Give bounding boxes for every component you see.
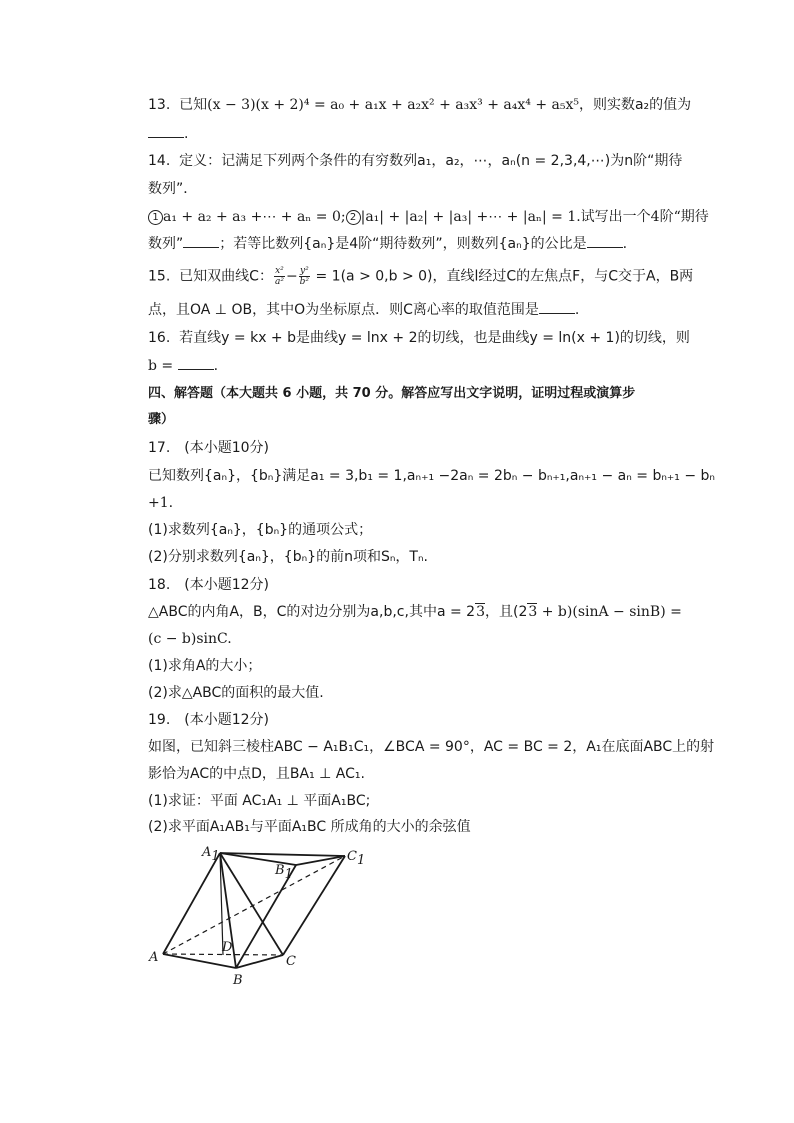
edge-A-B [163,954,236,968]
edge-A-A1 [163,853,220,954]
q18-line-2: (c − b)sinC. [148,631,232,647]
q14-line2: 数列”． [148,181,198,197]
q14-line1: 定义：记满足下列两个条件的有穷数列a₁，a₂，⋯，aₙ(n = 2,3,4,⋯)为n阶“期待 [179,153,683,169]
q17-line-1: 已知数列{aₙ}，{bₙ}满足a₁ = 3,b₁ = 1,aₙ₊₁ −2aₙ = 2bₙ − bₙ₊₁,aₙ₊₁ − aₙ = bₙ₊₁ − bₙ [148,468,716,484]
circled-one-icon: 1 [148,210,163,225]
q15-number: 15. [148,268,171,285]
q19-line-2: 影恰为AC的中点D，且BA₁ ⊥ AC₁. [148,766,365,782]
q14-number: 14. [148,153,171,169]
q15-fraction-x: $\frac{\text{x²}}{\text{a²}}$ [274,266,284,287]
q13-stem-prefix: 已知 [179,97,208,113]
q13-stem-suffix: ，则实数a₂的值为 [578,97,692,113]
q14-line-2 [148,179,688,199]
q19-header: 19. (本小题12分) [148,712,270,728]
q18-part-1: (1)求角A的大小； [148,658,262,674]
q15-fraction-y: $\frac{\text{y²}}{\text{b²}}$ [299,266,310,287]
q14-end: . [622,236,628,252]
q13-answer-blank[interactable] [148,124,184,138]
q14-line4a: 数列” [148,236,184,252]
q17-line-2: +1. [148,495,174,511]
sqrt-three-1: 3 [476,604,485,620]
q15-line-1: 15. 已知双曲线C： $\frac{\text{x²}}{\text{a²}}$ − $\frac{\text{y²}}{\text{b²}}$ = 1(a > 0,b > 0)，直线l经过C的左焦点F，与C交于A，B两 [148,266,694,287]
q14-line-4 [148,234,688,254]
prism-figure [148,838,378,988]
section4-heading-line-2 [148,410,688,430]
label-A1: A1 [202,845,220,864]
label-A: A [149,950,159,965]
q18-line-1: △ABC的内角A，B，C的对边分别为a,b,c,其中a = 23，且(23 + b)(sinA − sinB) = [148,604,682,620]
q15-answer-blank[interactable] [539,300,575,314]
label-B: B [233,973,243,988]
q13-end: . [184,126,189,142]
q16-number: 16. [148,330,171,346]
q15-stem-mid: = 1(a > 0,b > 0)，直线l经过C的左焦点F，与C交于A，B两 [311,268,694,285]
circled-two-icon: 2 [346,210,361,225]
label-D: D [222,940,233,955]
q13-line-1 [148,95,692,115]
q15-line-2 [148,300,688,320]
q19-part-2: (2)求平面A₁AB₁与平面A₁BC 所成角的大小的余弦值 [148,819,471,835]
q14-cond1: a₁ + a₂ + a₃ +⋯ + aₙ = 0; [163,209,346,225]
section4-line2: 骤） [148,412,175,427]
q14-line4b: ；若等比数列{aₙ}是4阶“期待数列”，则数列{aₙ}的公比是 [219,236,587,252]
q16-line-2 [148,356,688,376]
q13-line-2 [148,124,688,144]
q15-line2: 点，且OA ⊥ OB，其中O为坐标原点．则C离心率的取值范围是 [148,302,539,318]
q14-answer-blank-1[interactable] [183,234,219,248]
label-C: C [286,954,296,969]
section4-line1: 四、解答题（本大题共 6 小题，共 70 分。解答应写出文字说明，证明过程或演算步 [148,386,636,401]
q16-line1: 若直线y = kx + b是曲线y = lnx + 2的切线，也是曲线y = ln(x + 1)的切线，则 [179,330,690,346]
q13-number: 13. [148,97,171,113]
q15-end: . [574,302,580,318]
q13-equation: (x − 3)(x + 2)⁴ = a₀ + a₁x + a₂x² + a₃x³ + a₄x⁴ + a₅x⁵ [207,97,579,113]
q17-part-1: (1)求数列{aₙ}，{bₙ}的通项公式； [148,522,373,538]
q17-header: 17. (本小题10分) [148,440,270,456]
q19-line-1: 如图，已知斜三棱柱ABC − A₁B₁C₁，∠BCA = 90°，AC = BC = 2，A₁在底面ABC上的射 [148,739,715,755]
q17-part-2: (2)分别求数列{aₙ}，{bₙ}的前n项和Sₙ，Tₙ. [148,549,428,565]
q16-end: . [213,358,219,374]
q18-part-2: (2)求△ABC的面积的最大值. [148,685,324,701]
q19-part-1: (1)求证：平面 AC₁A₁ ⊥ 平面A₁BC; [148,793,371,809]
q16-answer-blank[interactable] [178,356,214,370]
q14-answer-blank-2[interactable] [587,234,623,248]
sqrt-three-2: 3 [528,604,538,620]
q14-line-1 [148,151,688,171]
q18-header: 18. (本小题12分) [148,577,270,593]
label-C1: C1 [347,849,366,868]
q16-line2: b = [148,358,178,374]
q14-line-3 [148,207,709,227]
q16-line-1 [148,328,688,348]
q15-stem-prefix: 已知双曲线C： [179,268,273,285]
label-B1: B1 [275,863,293,882]
section4-heading-line-1 [148,384,688,404]
q14-cond2: |a₁| + |a₂| + |a₃| +⋯ + |aₙ| = 1.试写出一个4阶“期待 [360,209,709,225]
